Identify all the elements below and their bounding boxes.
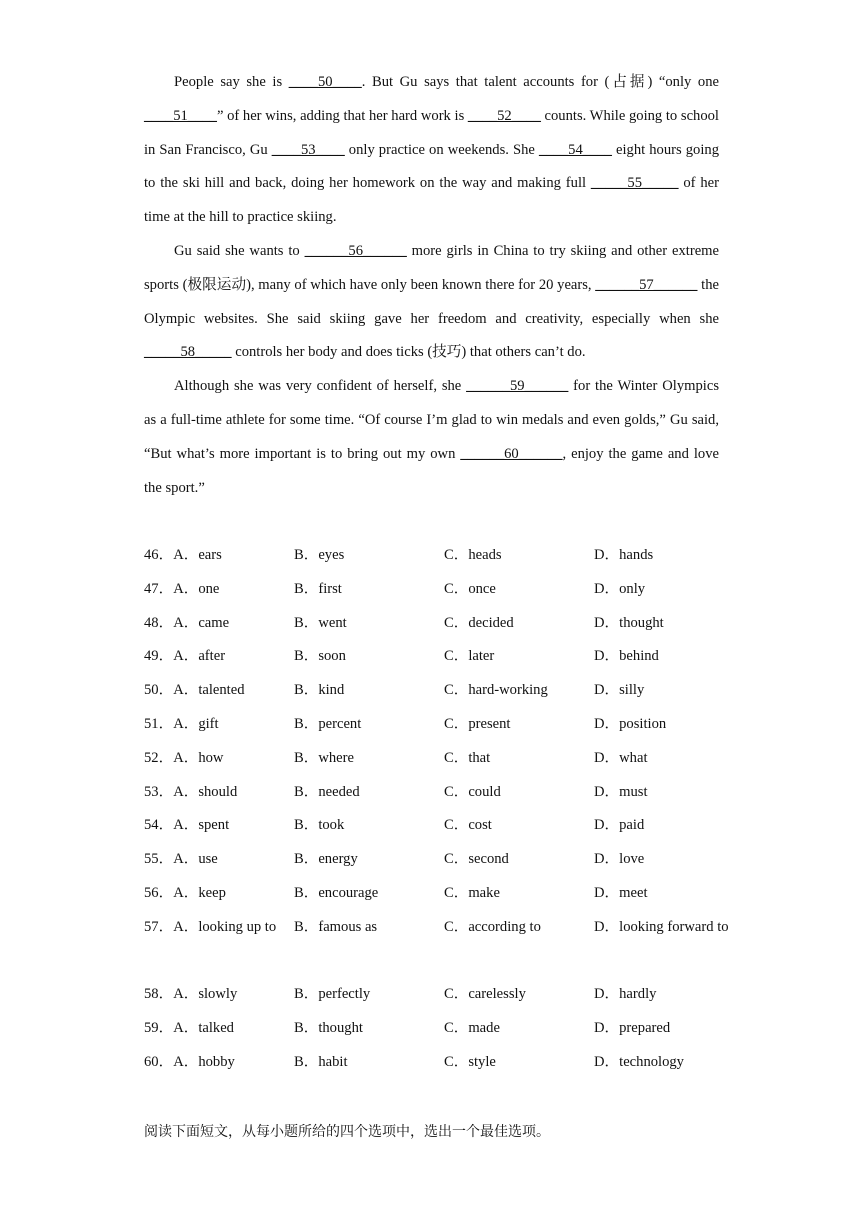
- answer-options: [144, 539, 734, 1080]
- question-50: [144, 674, 734, 708]
- option-c: C．decided: [444, 614, 514, 631]
- option-c: C．cost: [444, 817, 492, 834]
- option-a: 47．A．one: [144, 580, 220, 597]
- blank-52: ____52____: [467, 107, 541, 124]
- blank-53: ____53____: [271, 141, 345, 158]
- question-54: [144, 809, 734, 843]
- passage-text: People say she is: [174, 74, 289, 90]
- blank-58: _____58_____: [144, 344, 232, 361]
- option-d: D．hands: [594, 547, 654, 563]
- option-b: B．percent: [294, 715, 362, 732]
- passage-text: counts. While going to school in San Francisco, Gu: [144, 107, 719, 158]
- option-b: B．encourage: [294, 884, 379, 901]
- option-d: D．what: [594, 749, 648, 766]
- passage-paragraph-1: [144, 66, 719, 235]
- blank-60: ______60______: [460, 445, 563, 462]
- option-a: 56．A．keep: [144, 884, 226, 901]
- option-a: 59．A．talked: [144, 1020, 234, 1037]
- passage-text: for the Winter Olympics as a full-time athlete for some time. “Of course I’m glad to win medals and even golds,” Gu said, “But what’s more important is to bring out my own: [144, 378, 720, 462]
- question-49: [144, 640, 734, 674]
- option-c: C．once: [444, 580, 496, 597]
- option-a: 58．A．slowly: [144, 986, 238, 1003]
- option-a: 53．A．should: [144, 783, 238, 800]
- option-c: C．hard-working: [444, 682, 548, 699]
- passage-paragraph-3: [144, 370, 719, 505]
- option-c: C．style: [444, 1053, 496, 1070]
- option-a: 55．A．use: [144, 851, 218, 868]
- passage-text: ” of her wins, adding that her hard work is: [216, 107, 468, 124]
- question-59: [144, 1012, 734, 1046]
- option-c: C．according to: [444, 918, 541, 935]
- option-c: C．second: [444, 851, 509, 868]
- passage-text: more girls in China to try skiing and other extreme sports (极限运动), many of which have only been known there for 20 years,: [144, 242, 719, 293]
- passage-text: Although she was very confident of herself, she: [174, 378, 467, 395]
- option-b: B．needed: [294, 783, 360, 800]
- question-51: [144, 708, 734, 742]
- option-b: B．kind: [294, 682, 345, 699]
- option-d: D．thought: [594, 614, 664, 631]
- option-a: 50．A．talented: [144, 682, 245, 699]
- cloze-passage: [144, 66, 719, 505]
- blank-50: ____50____: [288, 74, 362, 90]
- option-d: D．only: [594, 580, 646, 597]
- option-d: D．silly: [594, 682, 645, 699]
- question-52: [144, 742, 734, 776]
- option-a: 54．A．spent: [144, 817, 230, 834]
- option-d: D．looking forward to: [594, 918, 729, 935]
- option-a: 49．A．after: [144, 648, 226, 665]
- question-48: [144, 607, 734, 641]
- passage-text: of her time at the hill to practice skiing.: [144, 175, 719, 226]
- blank-57: ______57______: [595, 276, 698, 293]
- blank-54: ____54____: [538, 141, 612, 158]
- blank-51: ____51____: [144, 107, 217, 124]
- passage-text: eight hours going to the ski hill and back, doing her homework on the way and making full: [144, 141, 719, 192]
- option-b: B．famous as: [294, 918, 378, 935]
- option-c: C．carelessly: [444, 986, 526, 1003]
- option-a: 51．A．gift: [144, 715, 219, 732]
- option-a: 48．A．came: [144, 614, 230, 631]
- question-55: [144, 843, 734, 877]
- option-d: D．paid: [594, 817, 645, 834]
- question-53: [144, 776, 734, 810]
- option-b: B．went: [294, 614, 347, 631]
- option-c: C．could: [444, 783, 501, 800]
- question-47: [144, 573, 734, 607]
- option-a: 52．A．how: [144, 749, 224, 766]
- passage-text: Gu said she wants to: [174, 242, 305, 259]
- question-56: [144, 877, 734, 911]
- option-b: B．energy: [294, 851, 358, 868]
- option-c: C．made: [444, 1020, 500, 1037]
- option-d: D．position: [594, 715, 667, 732]
- option-c: C．later: [444, 648, 495, 665]
- passage-text: the Olympic websites. She said skiing gave her freedom and creativity, especially when she: [144, 276, 719, 327]
- passage-text: only practice on weekends. She: [344, 141, 539, 158]
- option-d: D．love: [594, 851, 645, 868]
- option-d: D．behind: [594, 648, 659, 665]
- passage-text: . But Gu says that talent accounts for (占据) “only one: [361, 74, 719, 90]
- option-c: C．heads: [444, 547, 502, 563]
- blank-55: _____55_____: [590, 175, 679, 192]
- option-b: B．soon: [294, 648, 346, 665]
- option-d: D．meet: [594, 884, 648, 901]
- option-b: B．took: [294, 817, 345, 834]
- question-46: [144, 539, 734, 573]
- question-57: [144, 911, 734, 979]
- option-a: 60．A．hobby: [144, 1053, 235, 1070]
- option-d: D．hardly: [594, 986, 657, 1003]
- option-d: D．prepared: [594, 1020, 671, 1037]
- option-a: 57．A．looking up to: [144, 918, 277, 935]
- option-c: C．present: [444, 715, 511, 732]
- passage-text: , enjoy the game and love the sport.”: [144, 445, 719, 496]
- option-b: B．eyes: [294, 547, 345, 563]
- option-b: B．perfectly: [294, 986, 371, 1003]
- section-instruction: 阅读下面短文，从每小题所给的四个选项中，选出一个最佳选项。: [144, 1124, 550, 1140]
- question-58: [144, 978, 734, 1012]
- question-60: [144, 1046, 734, 1080]
- blank-56: ______56______: [304, 242, 407, 259]
- option-b: B．first: [294, 580, 342, 597]
- option-b: B．thought: [294, 1020, 363, 1037]
- option-d: D．technology: [594, 1053, 684, 1070]
- passage-text: controls her body and does ticks (技巧) that others can’t do.: [231, 344, 586, 361]
- option-b: B．habit: [294, 1053, 348, 1070]
- option-c: C．that: [444, 749, 491, 766]
- option-a: 46．A．ears: [144, 547, 222, 563]
- option-b: B．where: [294, 749, 354, 766]
- blank-59: ______59______: [466, 378, 569, 395]
- option-c: C．make: [444, 884, 500, 901]
- passage-paragraph-2: [144, 235, 719, 370]
- option-d: D．must: [594, 783, 648, 800]
